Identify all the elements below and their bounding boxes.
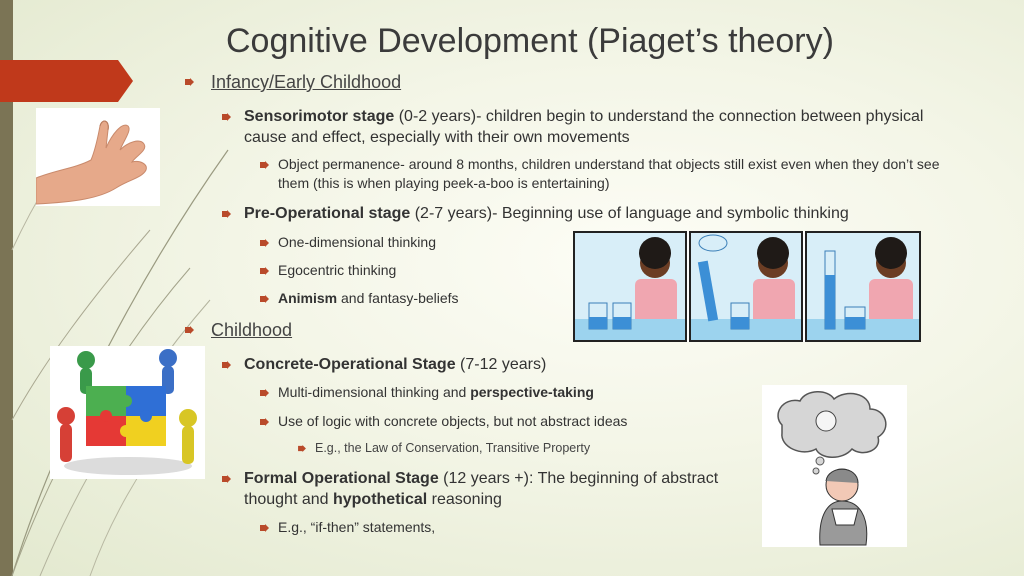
arrow-bullet-icon — [260, 239, 269, 247]
baby-hand-photo — [36, 108, 160, 206]
arrow-bullet-icon — [222, 475, 231, 483]
list-item-concrete-operational: Concrete-Operational Stage (7-12 years) — [222, 354, 546, 375]
arrow-bullet-icon — [185, 78, 194, 86]
list-item-egocentric: Egocentric thinking — [260, 261, 396, 280]
list-item-multi-dimensional: Multi-dimensional thinking and perspective-taking — [260, 383, 594, 402]
list-item-logic-concrete: Use of logic with concrete objects, but not abstract ideas — [260, 412, 627, 431]
arrow-bullet-icon — [260, 295, 269, 303]
puzzle-people-illustration — [50, 346, 205, 479]
section-heading-infancy: Infancy/Early Childhood — [189, 72, 401, 93]
title-tab-arrow — [0, 60, 133, 102]
list-item-pre-operational: Pre-Operational stage (2-7 years)- Beginning use of language and symbolic thinking — [222, 203, 849, 224]
arrow-bullet-icon — [222, 361, 231, 369]
list-item-object-permanence: Object permanence- around 8 months, children understand that objects still exist even when they don’t see them (this is when playing peek-a-boo is entertaining) — [260, 155, 960, 193]
list-item-sensorimotor: Sensorimotor stage (0-2 years)- children begin to understand the connection between physical cause and effect, especially with their own movements — [222, 106, 962, 148]
arrow-bullet-icon — [222, 210, 231, 218]
list-item-one-dimensional: One-dimensional thinking — [260, 233, 436, 252]
conservation-experiment-illustration — [573, 231, 921, 342]
arrow-bullet-icon — [298, 445, 306, 452]
arrow-bullet-icon — [260, 267, 269, 275]
arrow-bullet-icon — [185, 326, 194, 334]
arrow-bullet-icon — [260, 524, 269, 532]
list-item-formal-operational: Formal Operational Stage (12 years +): The beginning of abstract thought and hypothetical reasoning — [222, 468, 722, 510]
list-item-if-then: E.g., “if-then” statements, — [260, 518, 435, 537]
list-item-animism: Animism and fantasy-beliefs — [260, 289, 459, 308]
arrow-bullet-icon — [260, 418, 269, 426]
arrow-bullet-icon — [260, 161, 269, 169]
arrow-bullet-icon — [222, 113, 231, 121]
arrow-bullet-icon — [260, 389, 269, 397]
page-title: Cognitive Development (Piaget’s theory) — [226, 22, 834, 60]
section-heading-childhood: Childhood — [189, 320, 292, 341]
thinking-person-cartoon — [762, 385, 907, 547]
list-item-conservation-example: E.g., the Law of Conservation, Transitive Property — [298, 441, 590, 455]
